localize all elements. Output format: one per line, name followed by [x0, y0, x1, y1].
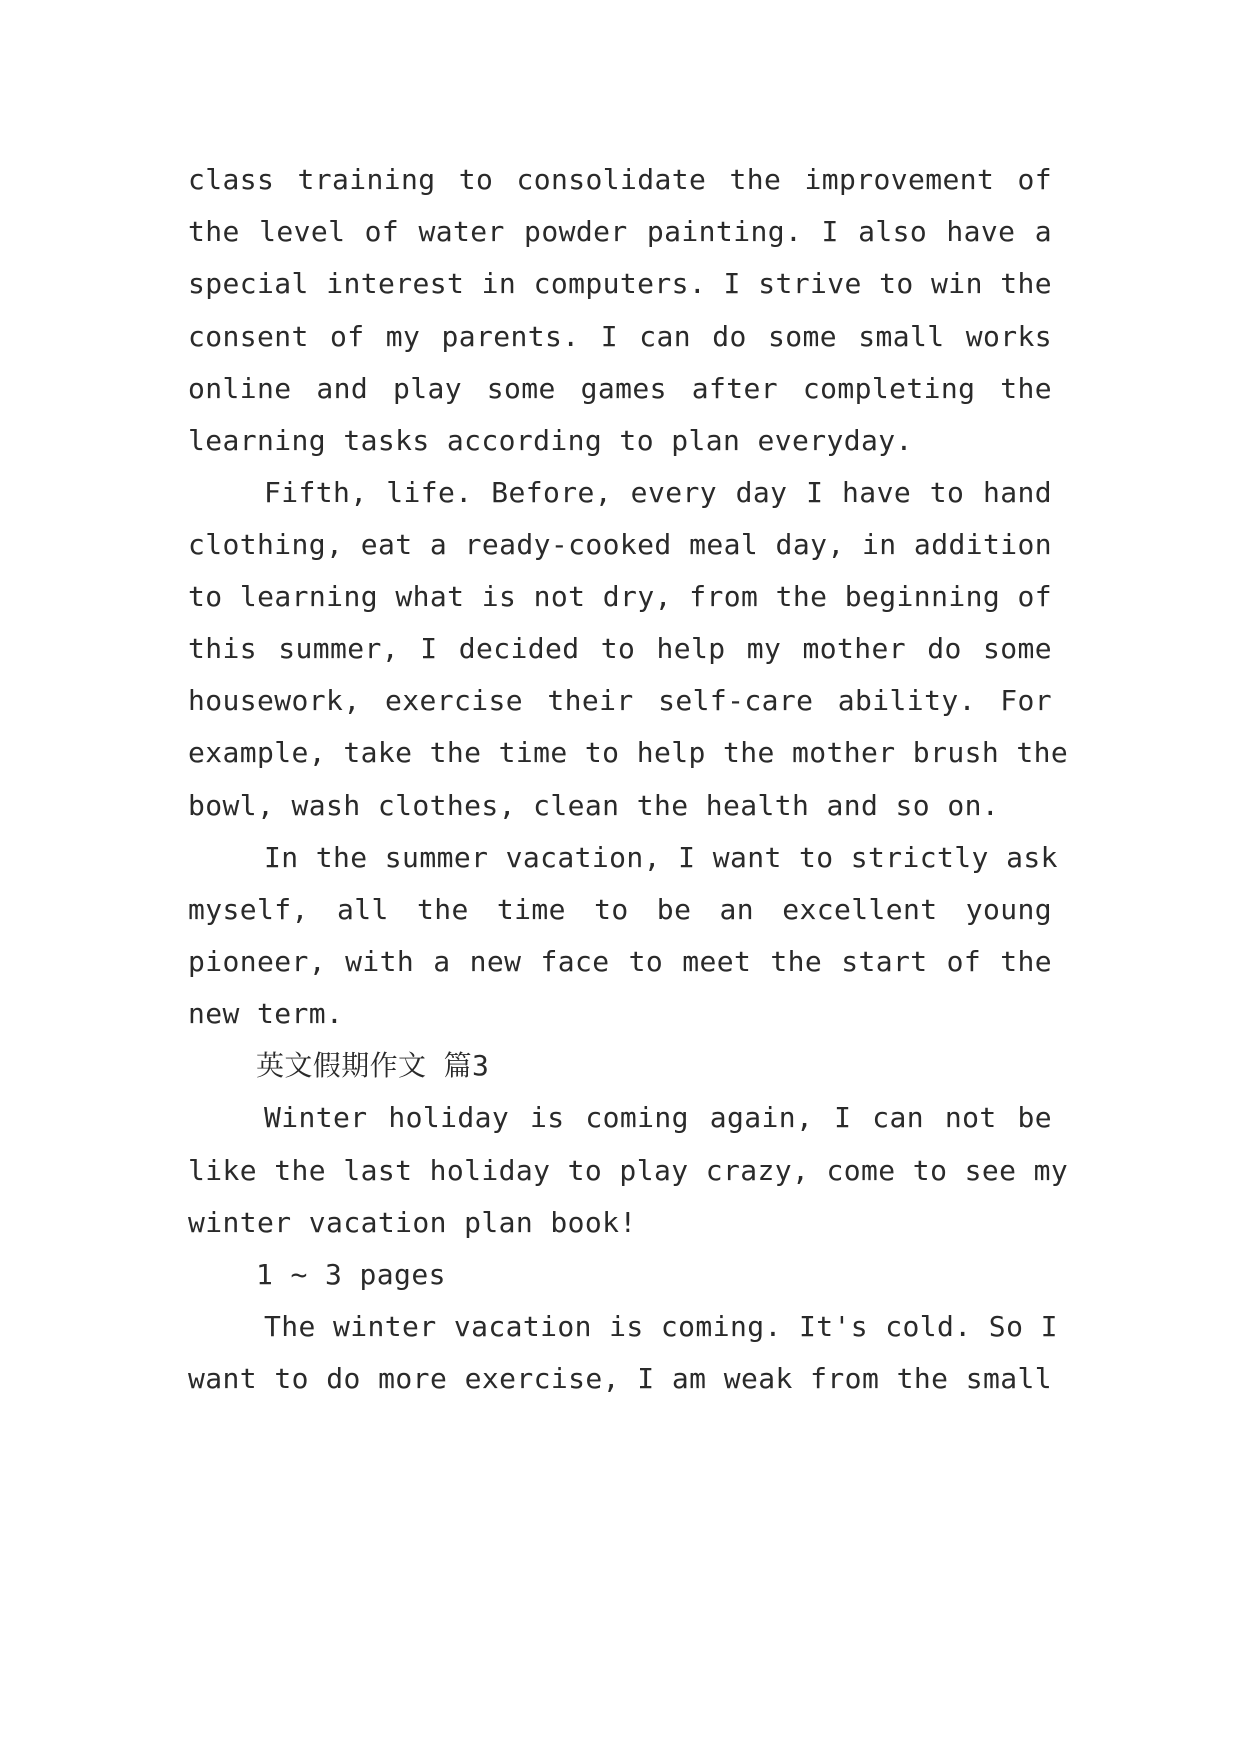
text-line: class training to consolidate the improvement of — [188, 163, 1052, 196]
text-line: to learning what is not dry, from the beginning of — [188, 580, 1052, 613]
text-line: the level of water powder painting. I also have a — [188, 215, 1052, 248]
paragraph-first-line: Fifth, life. Before, every day I have to hand — [264, 476, 1052, 509]
section-heading: 英文假期作文 篇3 — [256, 1049, 490, 1082]
page-range-line: 1 ~ 3 pages — [256, 1258, 446, 1291]
text-line: housework, exercise their self-care ability. For — [188, 684, 1052, 717]
text-line: example, take the time to help the mother brush the — [188, 736, 1069, 769]
text-line: online and play some games after completing the — [188, 372, 1052, 405]
text-line: this summer, I decided to help my mother do some — [188, 632, 1052, 665]
paragraph-first-line: In the summer vacation, I want to strictly ask — [264, 841, 1058, 874]
text-line: learning tasks according to plan everyday. — [188, 424, 913, 457]
text-line: clothing, eat a ready-cooked meal day, in addition — [188, 528, 1052, 561]
text-line: myself, all the time to be an excellent young — [188, 893, 1052, 926]
text-line: winter vacation plan book! — [188, 1206, 637, 1239]
text-line: consent of my parents. I can do some small works — [188, 320, 1052, 353]
text-line: like the last holiday to play crazy, come to see my — [188, 1154, 1069, 1187]
paragraph-first-line: The winter vacation is coming. It's cold. So I — [264, 1310, 1058, 1343]
paragraph-first-line: Winter holiday is coming again, I can not be — [264, 1101, 1052, 1134]
text-line: special interest in computers. I strive to win the — [188, 267, 1052, 300]
text-line: pioneer, with a new face to meet the start of the — [188, 945, 1052, 978]
text-line: new term. — [188, 997, 344, 1030]
text-line: want to do more exercise, I am weak from the small — [188, 1362, 1052, 1395]
text-line: bowl, wash clothes, clean the health and so on. — [188, 789, 1000, 822]
